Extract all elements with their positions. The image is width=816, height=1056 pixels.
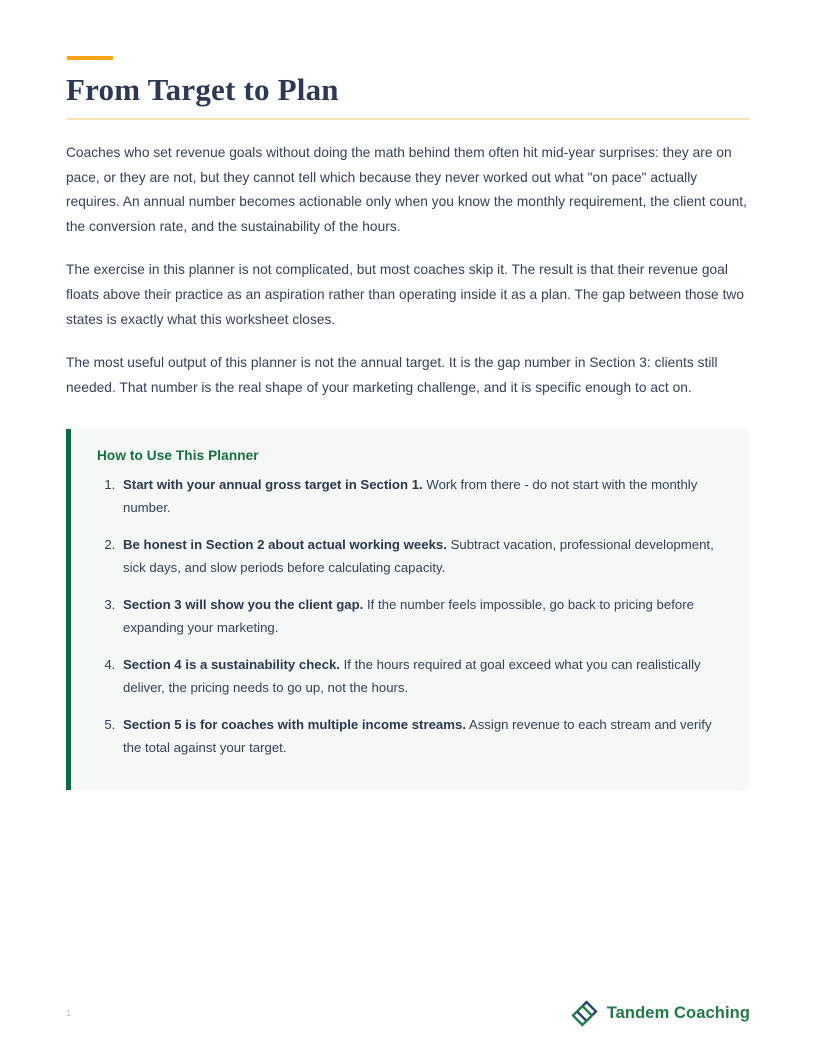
title-accent-bar	[67, 56, 113, 60]
page-title: From Target to Plan	[66, 72, 339, 107]
list-item-body: Subtract vacation, professional development, sick days, and slow periods before calculating capacity.	[123, 537, 714, 575]
paragraph-3: The most useful output of this planner is not the annual target. It is the gap number in Section 3: clients still needed. That number is the real shape of your marketing challenge, and it is specific enough to act on.	[66, 355, 718, 395]
body-copy	[66, 141, 750, 400]
list-item-lead: Section 4 is a sustainability check.	[123, 657, 340, 672]
paragraph-2: The exercise in this planner is not complicated, but most coaches skip it. The result is that their revenue goal floats above their practice as an aspiration rather than operating inside it as a plan. The gap between those two states is exactly what this worksheet closes.	[66, 262, 745, 327]
list-item	[119, 533, 723, 579]
list-item	[119, 473, 723, 519]
brand-logo	[571, 1000, 750, 1027]
brand-name: Tandem Coaching	[606, 1004, 750, 1023]
callout-title: How to Use This Planner	[97, 448, 259, 463]
list-item-body: Assign revenue to each stream and verify the total against your target.	[123, 717, 712, 755]
list-item	[119, 653, 723, 699]
tandem-diamond-logo-icon	[571, 1000, 598, 1027]
list-item-body: If the number feels impossible, go back to pricing before expanding your marketing.	[123, 597, 694, 635]
list-item	[119, 593, 723, 639]
how-to-use-callout	[66, 429, 749, 790]
title-divider	[67, 118, 749, 120]
page-number: 1	[66, 1008, 72, 1019]
paragraph-1: Coaches who set revenue goals without doing the math behind them often hit mid-year surprises: they are on pace, or they are not, but they cannot tell which because they never worked out what "on pace" actually requires. An annual number becomes actionable only when you know the monthly requirement, the client count, the conversion rate, and the sustainability of the hours.	[66, 145, 747, 234]
list-item-lead: Section 3 will show you the client gap.	[123, 597, 364, 612]
list-item-body: Work from there - do not start with the monthly number.	[123, 477, 698, 515]
list-item	[119, 713, 723, 759]
list-item-lead: Start with your annual gross target in Section 1.	[123, 477, 423, 492]
list-item-lead: Be honest in Section 2 about actual working weeks.	[123, 537, 447, 552]
callout-instruction-list	[97, 473, 723, 759]
list-item-body: If the hours required at goal exceed what you can realistically deliver, the pricing needs to go up, not the hours.	[123, 657, 701, 695]
list-item-lead: Section 5 is for coaches with multiple income streams.	[123, 717, 466, 732]
